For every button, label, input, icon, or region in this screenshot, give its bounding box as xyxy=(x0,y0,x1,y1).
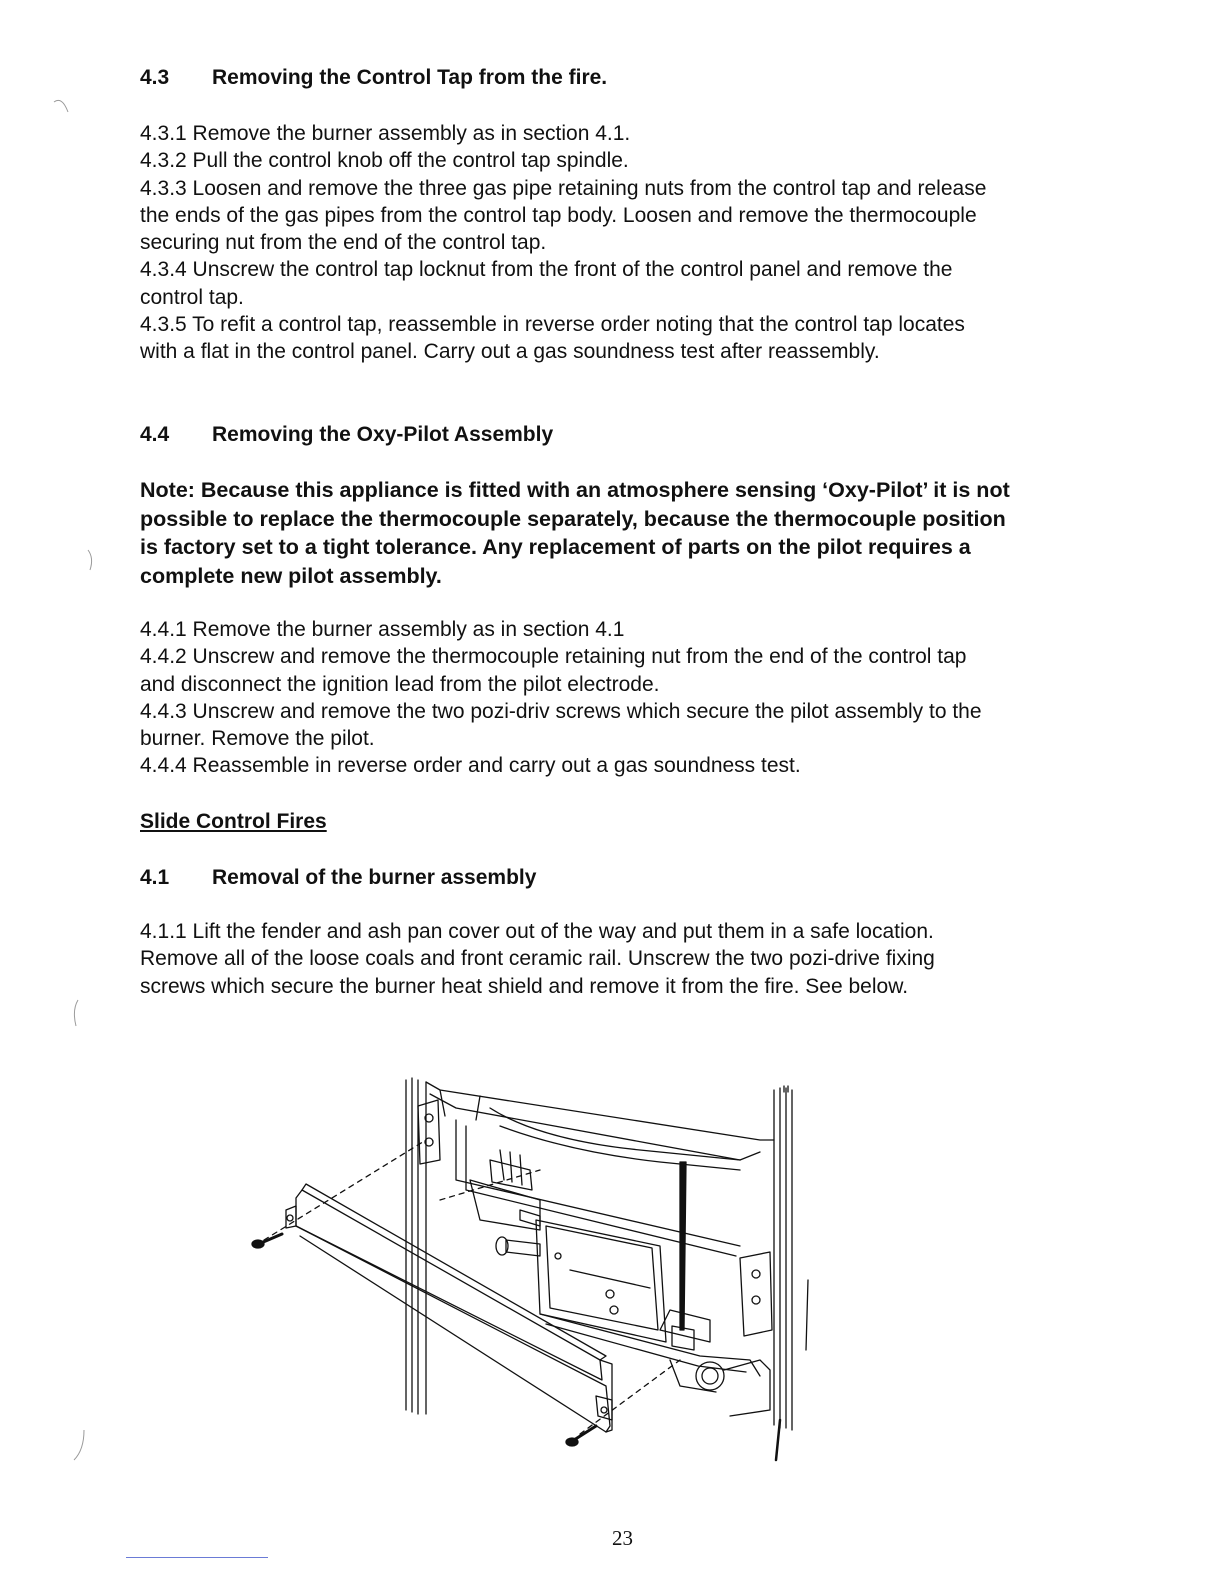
scan-artifact-icon xyxy=(40,80,100,1480)
page-number: 23 xyxy=(612,1526,633,1550)
section-4-3-body xyxy=(140,120,1120,366)
text-line: 4.1.1 Lift the fender and ash pan cover out of the way and put them in a safe location. xyxy=(140,920,934,943)
text-line: 4.4.2 Unscrew and remove the thermocouple retaining nut from the end of the control tap xyxy=(140,645,967,669)
section-4-1-heading xyxy=(140,864,536,892)
section-number: 4.1 xyxy=(140,866,170,889)
slide-control-heading: Slide Control Fires xyxy=(140,810,327,833)
note-line: Note: Because this appliance is fitted with an atmosphere sensing ‘Oxy-Pilot’ it is not xyxy=(140,478,1010,502)
oxy-pilot-note xyxy=(140,476,1125,590)
burner-heat-shield-diagram-icon xyxy=(240,1030,840,1480)
text-line: securing nut from the end of the control tap. xyxy=(140,231,547,255)
text-line: burner. Remove the pilot. xyxy=(140,727,375,751)
section-4-4-heading xyxy=(140,421,553,449)
text-line: Remove all of the loose coals and front ceramic rail. Unscrew the two pozi-drive fixing xyxy=(140,947,935,971)
section-title: Removing the Oxy-Pilot Assembly xyxy=(212,423,554,446)
section-4-3-heading xyxy=(140,64,607,92)
note-line: complete new pilot assembly. xyxy=(140,563,442,588)
note-line: is factory set to a tight tolerance. Any replacement of parts on the pilot requires a xyxy=(140,535,971,560)
text-line: 4.4.4 Reassemble in reverse order and carry out a gas soundness test. xyxy=(140,754,801,778)
text-line: 4.3.5 To refit a control tap, reassemble in reverse order noting that the control tap locates xyxy=(140,313,965,337)
text-line: 4.3.2 Pull the control knob off the control tap spindle. xyxy=(140,149,629,173)
section-number: 4.3 xyxy=(140,66,170,89)
section-title: Removing the Control Tap from the fire. xyxy=(212,66,608,89)
text-line: the ends of the gas pipes from the control tap body. Loosen and remove the thermocouple xyxy=(140,203,977,227)
section-title: Removal of the burner assembly xyxy=(212,866,537,889)
text-line: 4.4.3 Unscrew and remove the two pozi-driv screws which secure the pilot assembly to the xyxy=(140,699,982,723)
text-line: and disconnect the ignition lead from the pilot electrode. xyxy=(140,672,660,696)
text-line: screws which secure the burner heat shield and remove it from the fire. See below. xyxy=(140,974,909,998)
section-4-4-body xyxy=(140,616,1120,780)
text-line: 4.4.1 Remove the burner assembly as in section 4.1 xyxy=(140,618,625,641)
text-line: with a flat in the control panel. Carry out a gas soundness test after reassembly. xyxy=(140,340,880,364)
text-line: control tap. xyxy=(140,285,244,309)
text-line: 4.3.3 Loosen and remove the three gas pipe retaining nuts from the control tap and release xyxy=(140,176,987,200)
note-line: possible to replace the thermocouple separately, because the thermocouple position xyxy=(140,506,1006,531)
section-number: 4.4 xyxy=(140,423,170,446)
text-line: 4.3.1 Remove the burner assembly as in section 4.1. xyxy=(140,122,631,145)
bottom-rule xyxy=(126,1557,268,1558)
text-line: 4.3.4 Unscrew the control tap locknut from the front of the control panel and remove the xyxy=(140,258,953,282)
section-4-1-body xyxy=(140,918,1120,1000)
